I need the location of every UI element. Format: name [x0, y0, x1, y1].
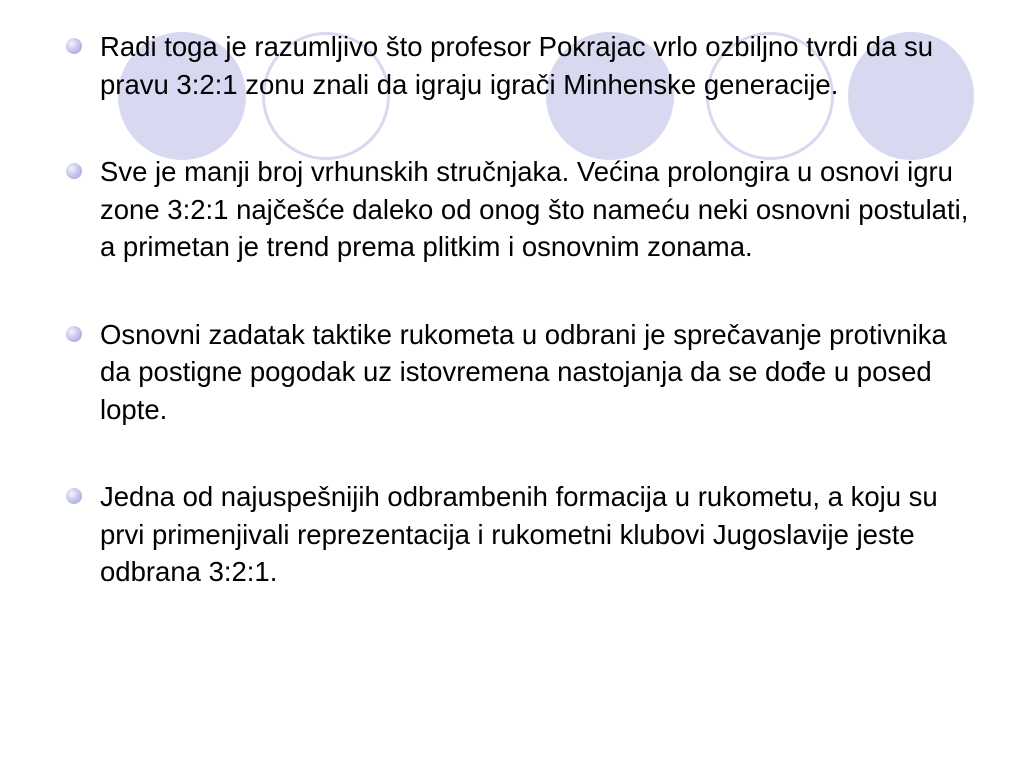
bullet-dot-icon: [66, 38, 82, 54]
bullet-item: [66, 28, 976, 103]
bullet-dot-icon: [66, 326, 82, 342]
bullet-list: [66, 28, 976, 591]
bullet-dot-icon: [66, 163, 82, 179]
bullet-item: [66, 316, 976, 429]
bullet-item: [66, 478, 976, 591]
bullet-dot-icon: [66, 488, 82, 504]
bullet-text: Radi toga je razumljivo što profesor Pokrajac vrlo ozbiljno tvrdi da su pravu 3:2:1 zonu znali da igraju igrači Minhenske generacije.: [100, 31, 934, 100]
bullet-text: Sve je manji broj vrhunskih stručnjaka. Većina prolongira u osnovi igru zone 3:2:1 najčešće daleko od onog što nameću neki osnovni postulati, a primetan je trend prema plitkim i osnovnim zonama.: [100, 156, 969, 262]
bullet-text: Osnovni zadatak taktike rukometa u odbrani je sprečavanje protivnika da postigne pogodak uz istovremena nastojanja da se dođe u posed lopte.: [100, 318, 947, 425]
bullet-text: Jedna od najuspešnijih odbrambenih formacija u rukometu, a koju su prvi primenjivali reprezentacija i rukometni klubovi Jugoslavije jeste odbrana 3:2:1.: [100, 481, 938, 587]
bullet-item: [66, 153, 976, 266]
